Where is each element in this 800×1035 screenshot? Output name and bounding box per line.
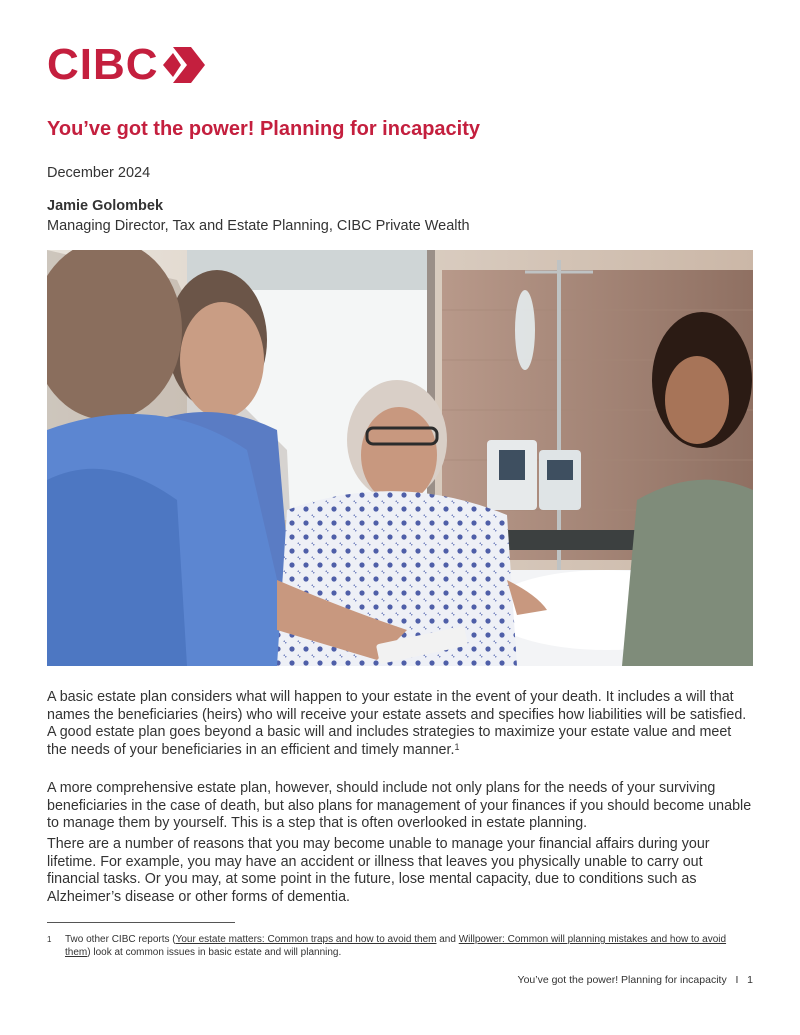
footnote-prefix: Two other CIBC reports ( — [65, 934, 176, 945]
footnote-middle: and — [436, 934, 459, 945]
page-number: 1 — [747, 974, 753, 986]
hospital-scene-image — [47, 250, 753, 666]
author-name: Jamie Golombek — [47, 198, 164, 214]
author-role: Managing Director, Tax and Estate Planning, CIBC Private Wealth — [47, 218, 470, 234]
link-willpower[interactable]: Willpower: Common will planning mistakes and how to avoid them — [65, 934, 727, 958]
footnote-number: 1 — [47, 935, 52, 944]
footnote-suffix: ) look at common issues in basic estate and will planning. — [87, 947, 342, 958]
footer-separator: I — [735, 974, 739, 986]
footer-title: You’ve got the power! Planning for incapacity — [517, 974, 727, 986]
footnote-reference[interactable]: 1 — [454, 741, 460, 752]
footnote-divider — [47, 922, 235, 923]
footnote-text — [65, 933, 753, 959]
paragraph-reasons-incapacity: There are a number of reasons that you may become unable to manage your financial affairs during your lifetime. For example, you may have an accident or illness that leaves you physically unable to carry out financial tasks. Or you may, at some point in the future, lose mental capacity, due to conditions such as Alzheimer’s disease or other forms of dementia. — [47, 836, 710, 905]
paragraph-basic-estate-plan — [47, 689, 755, 759]
cibc-diamond-icon — [161, 45, 207, 85]
paragraph-comprehensive-plan: A more comprehensive estate plan, however, should include not only plans for the needs of your surviving beneficiaries in the case of death, but also plans for management of your finances if you should become unable to manage them by yourself. This is a step that is often overlooked in estate planning. — [47, 780, 752, 831]
cibc-logo — [47, 40, 207, 89]
document-title: You’ve got the power! Planning for incapacity — [47, 118, 481, 140]
link-your-estate-matters[interactable]: Your estate matters: Common traps and how to avoid them — [175, 934, 437, 945]
logo-wordmark: CIBC — [47, 40, 159, 89]
paragraph-text: A basic estate plan considers what will happen to your estate in the event of your death. It includes a will that names the beneficiaries (heirs) who will receive your estate assets and specifies how liabilities will be satisfied. A good estate plan goes beyond a basic will and includes strategies to maximize your estate value and meet the needs of your beneficiaries in an efficient and timely manner. — [47, 689, 747, 758]
publication-date: December 2024 — [47, 165, 151, 181]
page-footer — [518, 974, 753, 986]
